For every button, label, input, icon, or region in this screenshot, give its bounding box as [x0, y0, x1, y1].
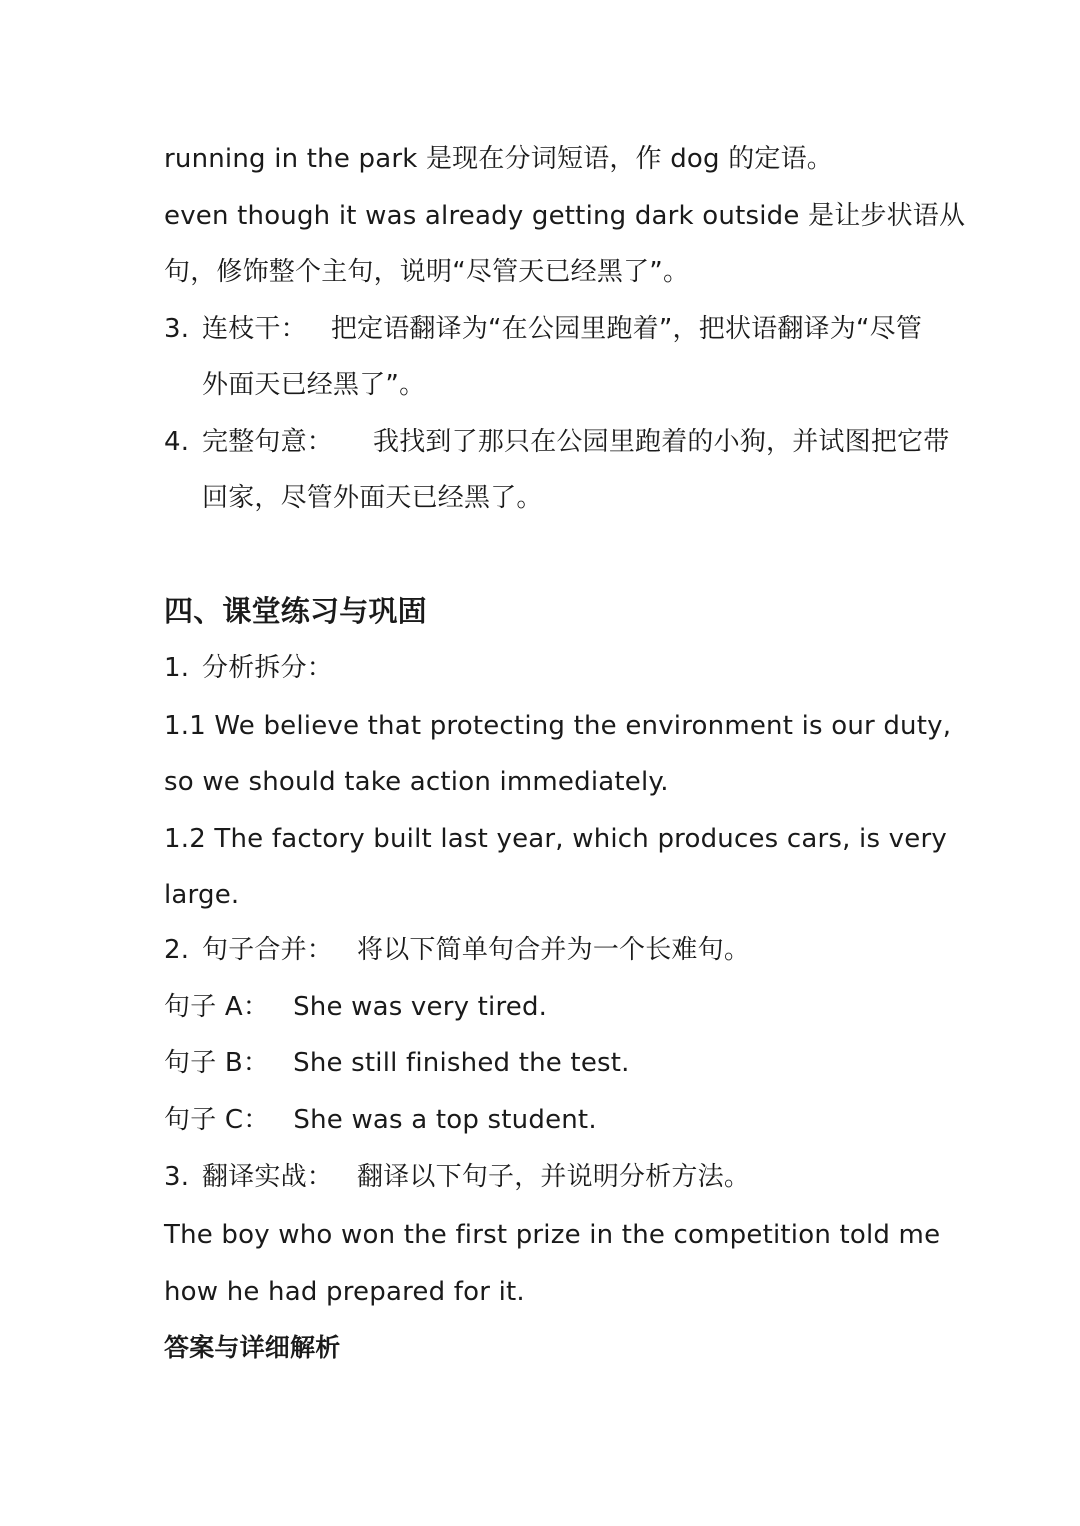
sentence-a-text: She was very tired.	[293, 992, 548, 1022]
step-3-label: 连枝干：	[202, 314, 307, 344]
exercise-2-number: 2.	[164, 935, 190, 965]
translation-sentence-cont: how he had prepared for it.	[164, 1277, 525, 1307]
sentence-b-text: She still finished the test.	[293, 1048, 630, 1078]
sentence-b	[164, 1046, 916, 1080]
step-3-text: 把定语翻译为“在公园里跑着”，把状语翻译为“尽管	[330, 314, 923, 344]
exercise-3-label: 翻译实战：	[202, 1162, 334, 1192]
section-4-heading: 四、课堂练习与巩固	[164, 594, 427, 628]
step-3-connect-branches	[164, 312, 923, 346]
exercise-2-title	[164, 933, 916, 967]
step-3-text-cont: 外面天已经黑了”。	[202, 370, 426, 400]
exercise-1-2-sentence: 1.2 The factory built last year, which produces cars, is very	[164, 824, 947, 854]
exercise-1-label: 分析拆分：	[202, 653, 334, 683]
sentence-c	[164, 1103, 916, 1137]
sentence-a-label: 句子 A：	[164, 992, 270, 1022]
translation-sentence: The boy who won the first prize in the competition told me	[164, 1220, 941, 1250]
para-concessive-note: even though it was already getting dark outside 是让步状语从	[164, 201, 966, 231]
exercise-3-text: 翻译以下句子，并说明分析方法。	[357, 1162, 751, 1192]
para-concessive-note-cont: 句，修饰整个主句，说明“尽管天已经黑了”。	[164, 257, 690, 287]
exercise-1-1-sentence-cont: so we should take action immediately.	[164, 767, 669, 797]
step-4-number: 4.	[164, 427, 190, 457]
answer-heading: 答案与详细解析	[164, 1333, 341, 1362]
sentence-c-text: She was a top student.	[293, 1105, 597, 1135]
step-4-full-meaning	[164, 425, 950, 459]
step-3-number: 3.	[164, 314, 190, 344]
exercise-3-number: 3.	[164, 1162, 190, 1192]
sentence-b-label: 句子 B：	[164, 1048, 270, 1078]
step-4-label: 完整句意：	[202, 427, 334, 457]
exercise-1-2-sentence-cont: large.	[164, 880, 240, 910]
exercise-2-label: 句子合并：	[202, 935, 334, 965]
sentence-a	[164, 990, 916, 1024]
exercise-3-title	[164, 1160, 916, 1194]
sentence-c-label: 句子 C：	[164, 1105, 270, 1135]
step-4-text: 我找到了那只在公园里跑着的小狗，并试图把它带	[373, 427, 950, 457]
para-participle-note: running in the park 是现在分词短语，作 dog 的定语。	[164, 144, 833, 174]
exercise-1-1-sentence: 1.1 We believe that protecting the environment is our duty,	[164, 711, 952, 741]
step-4-text-cont: 回家，尽管外面天已经黑了。	[202, 483, 543, 513]
exercise-2-text: 将以下简单句合并为一个长难句。	[357, 935, 751, 965]
exercise-1-number: 1.	[164, 653, 190, 683]
exercise-1-title	[164, 651, 916, 685]
